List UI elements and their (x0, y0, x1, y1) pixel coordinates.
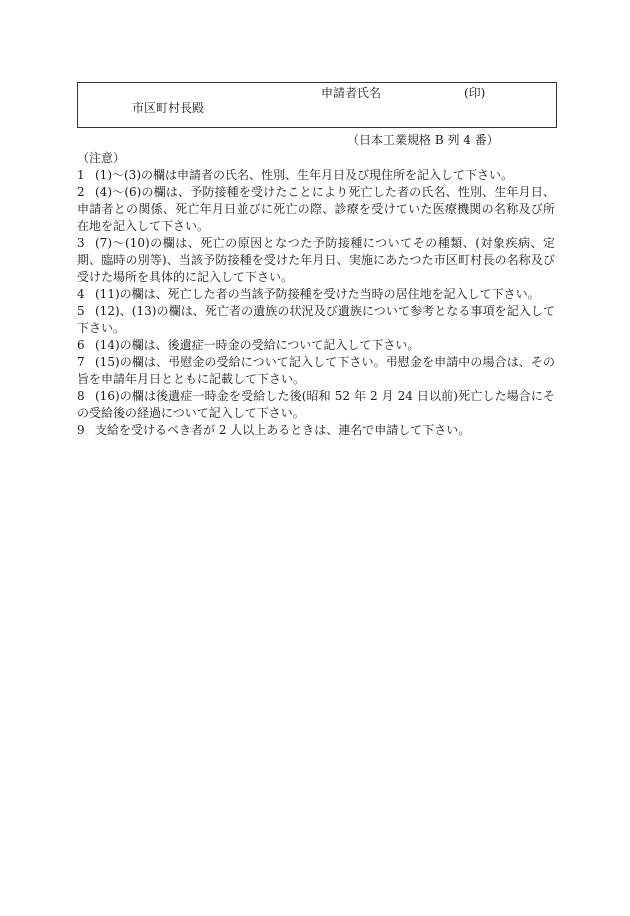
note-number: 9 (77, 423, 85, 437)
note-text: (12)、(13)の欄は、死亡者の遺族の状況及び遺族について参考となる事項を記入して下さい。 (77, 304, 555, 335)
notes-heading: （注意） (77, 151, 126, 165)
note-text: (16)の欄は後遺症一時金を受給した後(昭和 52 年 2 月 24 日以前)死亡した場合にその受給後の経過について記入して下さい。 (77, 389, 555, 420)
note-item (77, 303, 555, 337)
note-number: 7 (77, 355, 85, 369)
paper-size-note: （日本工業規格 B 列 4 番） (347, 133, 499, 147)
applicant-name-label: 申請者氏名 (321, 86, 382, 100)
note-number: 3 (77, 236, 85, 250)
note-item (77, 286, 555, 303)
note-item (77, 422, 555, 439)
note-text: (11)の欄は、死亡した者の当該予防接種を受けた当時の居住地を記入して下さい。 (95, 287, 540, 301)
note-number: 2 (77, 185, 85, 199)
note-item (77, 388, 555, 422)
notes-section (77, 150, 555, 439)
note-item (77, 354, 555, 388)
note-number: 6 (77, 338, 85, 352)
note-item (77, 184, 555, 235)
note-number: 1 (77, 168, 85, 182)
note-text: (14)の欄は、後遺症一時金の受給について記入して下さい。 (95, 338, 420, 352)
mayor-addressee-label: 市区町村長殿 (132, 101, 205, 115)
note-number: 8 (77, 389, 85, 403)
applicant-form-box (77, 82, 557, 128)
note-text: (4)～(6)の欄は、予防接種を受けたことにより死亡した者の氏名、性別、生年月日、申請者との関係、死亡年月日並びに死亡の際、診療を受けていた医療機関の名称及び所在地を記入して下さい。 (77, 185, 555, 233)
seal-label: (印) (464, 86, 486, 100)
note-item (77, 167, 555, 184)
note-number: 5 (77, 304, 85, 318)
note-text: 支給を受けるべき者が 2 人以上あるときは、連名で申請して下さい。 (95, 423, 471, 437)
note-text: (7)～(10)の欄は、死亡の原因となつた予防接種についてその種類、(対象疾病、定期、臨時の別等)、当該予防接種を受けた年月日、実施にあたつた市区町村長の名称及び受けた場所を具体的に記入して下さい。 (77, 236, 555, 284)
note-item (77, 235, 555, 286)
note-item (77, 337, 555, 354)
note-number: 4 (77, 287, 85, 301)
note-text: (15)の欄は、弔慰金の受給について記入して下さい。弔慰金を申請中の場合は、その旨を申請年月日とともに記載して下さい。 (77, 355, 555, 386)
note-text: (1)～(3)の欄は申請者の氏名、性別、生年月日及び現住所を記入して下さい。 (95, 168, 513, 182)
